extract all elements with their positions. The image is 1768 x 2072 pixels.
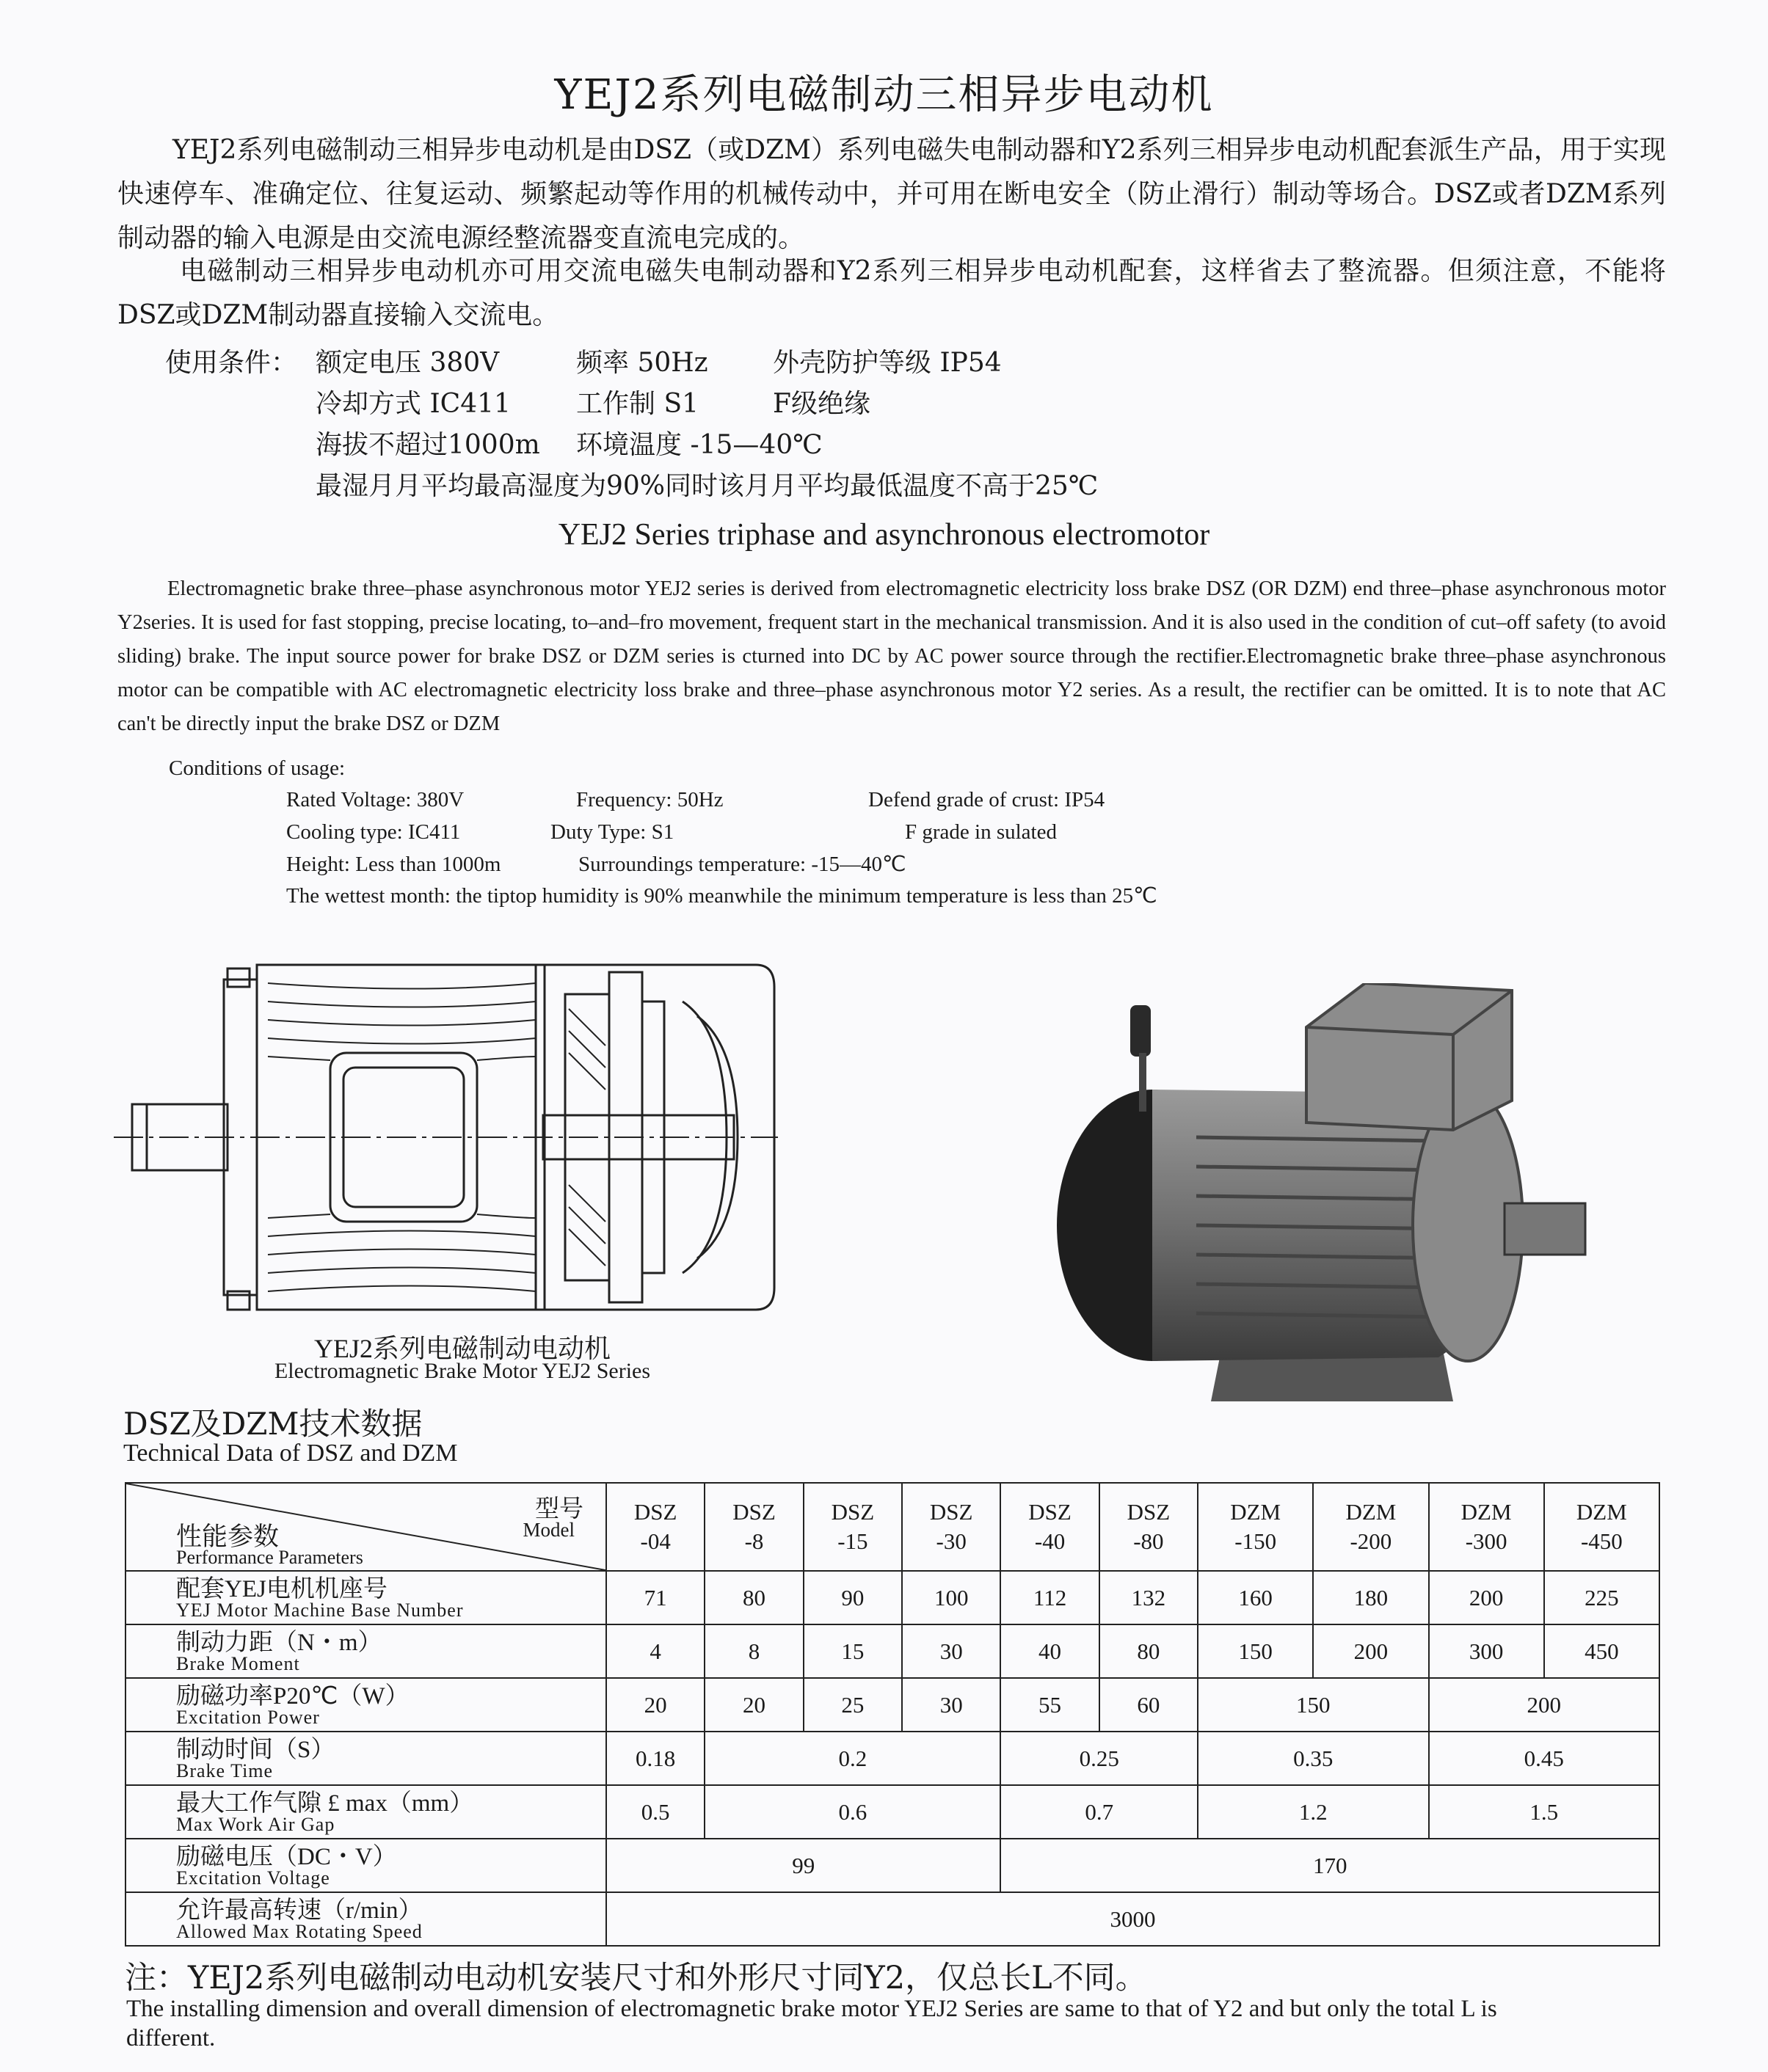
param-name-cn: 制动力距（N・m） — [176, 1629, 382, 1656]
technical-data-table — [125, 1482, 1660, 1947]
value-cell: 200 — [1429, 1571, 1544, 1624]
param-cell — [125, 1839, 606, 1892]
intro-cn-paragraph-1: YEJ2系列电磁制动三相异步电动机是由DSZ（或DZM）系列电磁失电制动器和Y2系列三相异步电动机配套派生产品，用于实现快速停车、准确定位、往复运动、频繁起动等作用的机械传动中，并可用在断电安全（防止滑行）制动等场合。DSZ或者DZM系列制动器的输入电源是由交流电源经整流器变直流电完成的。 — [117, 135, 1666, 253]
param-cell — [125, 1624, 606, 1678]
model-series: DSZ — [929, 1499, 973, 1525]
cond-cn-rated-voltage: 额定电压 380V — [316, 348, 500, 378]
cond-cn-duty: 工作制 S1 — [576, 389, 699, 419]
model-size: -15 — [837, 1528, 868, 1554]
english-title: YEJ2 Series triphase and asynchronous electromotor — [558, 518, 1210, 552]
model-size: -200 — [1350, 1528, 1392, 1554]
cond-en-duty: Duty Type: S1 — [550, 820, 674, 844]
value-cell: 90 — [804, 1571, 902, 1624]
value-cell: 170 — [1000, 1839, 1659, 1892]
model-size: -150 — [1234, 1528, 1277, 1554]
table-title-cn: DSZ及DZM技术数据 — [123, 1406, 423, 1442]
table-row — [125, 1839, 1659, 1892]
value-cell: 71 — [606, 1571, 705, 1624]
value-cell: 20 — [705, 1678, 803, 1732]
table-row — [125, 1892, 1659, 1946]
value-cell: 3000 — [606, 1892, 1659, 1946]
value-cell: 0.2 — [705, 1732, 1000, 1785]
model-header-1 — [705, 1483, 803, 1571]
corner-model-en: Model — [523, 1519, 575, 1541]
intro-cn-paragraph-2: 电磁制动三相异步电动机亦可用交流电磁失电制动器和Y2系列三相异步电动机配套，这样省去了整流器。但须注意，不能将DSZ或DZM制动器直接输入交流电。 — [117, 256, 1666, 330]
value-cell: 300 — [1429, 1624, 1544, 1678]
model-size: -40 — [1034, 1528, 1066, 1554]
model-series: DSZ — [831, 1499, 875, 1525]
value-cell: 99 — [606, 1839, 1000, 1892]
value-cell: 80 — [1099, 1624, 1198, 1678]
figure-caption-cn: YEJ2系列电磁制动电动机 — [314, 1334, 611, 1363]
param-name-en: Brake Moment — [176, 1652, 300, 1674]
cond-en-rated-voltage: Rated Voltage: 380V — [286, 788, 465, 811]
model-size: -04 — [640, 1528, 671, 1554]
model-header-8 — [1429, 1483, 1544, 1571]
value-cell: 180 — [1313, 1571, 1428, 1624]
value-cell: 450 — [1544, 1624, 1659, 1678]
param-name-cn: 允许最高转速（r/min） — [176, 1897, 423, 1924]
model-series: DSZ — [1028, 1499, 1072, 1525]
cond-en-humidity: The wettest month: the tiptop humidity is 90% meanwhile the minimum temperature is less than 25℃ — [286, 884, 1157, 908]
value-cell: 30 — [902, 1678, 1000, 1732]
value-cell: 150 — [1198, 1624, 1313, 1678]
table-title-en: Technical Data of DSZ and DZM — [123, 1440, 458, 1467]
corner-model-cn: 型号 — [535, 1496, 583, 1522]
model-size: -450 — [1580, 1528, 1623, 1554]
param-cell — [125, 1785, 606, 1839]
model-size: -8 — [744, 1528, 764, 1554]
value-cell: 100 — [902, 1571, 1000, 1624]
value-cell: 15 — [804, 1624, 902, 1678]
model-header-0 — [606, 1483, 705, 1571]
model-size: -80 — [1133, 1528, 1164, 1554]
param-name-en: Max Work Air Gap — [176, 1813, 335, 1835]
value-cell: 132 — [1099, 1571, 1198, 1624]
model-size: -300 — [1465, 1528, 1507, 1554]
note-en: The installing dimension and overall dimension of electromagnetic brake motor YEJ2 Series are same to that of Y2 and but only the total L is different. — [126, 1996, 1497, 2051]
model-series: DZM — [1345, 1499, 1397, 1525]
value-cell: 55 — [1000, 1678, 1099, 1732]
param-name-en: Allowed Max Rotating Speed — [176, 1920, 423, 1942]
param-name-cn: 制动时间（S） — [176, 1736, 335, 1763]
value-cell: 8 — [705, 1624, 803, 1678]
value-cell: 0.6 — [705, 1785, 1000, 1839]
figure-caption-en: Electromagnetic Brake Motor YEJ2 Series — [274, 1359, 651, 1383]
value-cell: 225 — [1544, 1571, 1659, 1624]
model-header-4 — [1000, 1483, 1099, 1571]
param-name-cn: 励磁功率P20℃（W） — [176, 1682, 410, 1710]
model-series: DSZ — [732, 1499, 776, 1525]
param-cell — [125, 1892, 606, 1946]
value-cell: 160 — [1198, 1571, 1313, 1624]
motor-cross-section-drawing — [110, 950, 785, 1317]
value-cell: 20 — [606, 1678, 705, 1732]
motor-photo — [1027, 983, 1615, 1416]
table-row — [125, 1571, 1659, 1624]
value-cell: 200 — [1313, 1624, 1428, 1678]
cond-en-ambient: Surroundings temperature: -15—40℃ — [578, 853, 906, 876]
param-name-cn: 励磁电压（DC・V） — [176, 1843, 397, 1870]
table-row — [125, 1732, 1659, 1785]
model-header-2 — [804, 1483, 902, 1571]
param-name-en: Excitation Power — [176, 1706, 320, 1728]
value-cell: 30 — [902, 1624, 1000, 1678]
param-name-cn: 配套YEJ电机机座号 — [176, 1575, 388, 1602]
param-name-en: Brake Time — [176, 1759, 274, 1781]
value-cell: 112 — [1000, 1571, 1099, 1624]
model-size: -30 — [936, 1528, 967, 1554]
model-series: DSZ — [1127, 1499, 1171, 1525]
value-cell: 0.5 — [606, 1785, 705, 1839]
model-series: DSZ — [633, 1499, 677, 1525]
param-name-en: Excitation Voltage — [176, 1867, 330, 1889]
param-name-cn: 最大工作气隙 £ max（mm） — [176, 1790, 474, 1817]
value-cell: 1.5 — [1429, 1785, 1660, 1839]
corner-param-en: Performance Parameters — [176, 1547, 363, 1568]
cond-en-altitude: Height: Less than 1000m — [286, 853, 501, 876]
value-cell: 200 — [1429, 1678, 1660, 1732]
model-header-3 — [902, 1483, 1000, 1571]
cond-cn-cooling: 冷却方式 IC411 — [316, 389, 511, 419]
cond-en-frequency: Frequency: 50Hz — [576, 788, 724, 811]
param-cell — [125, 1678, 606, 1732]
page-title: YEJ2系列电磁制动三相异步电动机 — [554, 71, 1214, 119]
value-cell: 150 — [1198, 1678, 1428, 1732]
value-cell: 0.18 — [606, 1732, 705, 1785]
value-cell: 80 — [705, 1571, 803, 1624]
conditions-cn-label: 使用条件： — [165, 348, 298, 378]
cond-cn-protection: 外壳防护等级 IP54 — [773, 348, 1002, 378]
cond-cn-altitude: 海拔不超过1000m — [316, 430, 540, 460]
cond-en-insulation: F grade in sulated — [905, 820, 1057, 844]
table-corner-cell — [125, 1483, 606, 1571]
note-cn: 注：YEJ2系列电磁制动电动机安装尺寸和外形尺寸同Y2，仅总长L不同。 — [125, 1960, 1147, 1996]
table-row — [125, 1624, 1659, 1678]
model-header-5 — [1099, 1483, 1198, 1571]
table-row — [125, 1678, 1659, 1732]
model-header-7 — [1313, 1483, 1428, 1571]
cond-en-cooling: Cooling type: IC411 — [286, 820, 461, 844]
param-cell — [125, 1732, 606, 1785]
value-cell: 1.2 — [1198, 1785, 1428, 1839]
model-header-6 — [1198, 1483, 1313, 1571]
value-cell: 0.25 — [1000, 1732, 1198, 1785]
value-cell: 60 — [1099, 1678, 1198, 1732]
value-cell: 0.35 — [1198, 1732, 1428, 1785]
model-series: DZM — [1460, 1499, 1512, 1525]
model-series: DZM — [1230, 1499, 1281, 1525]
model-header-9 — [1544, 1483, 1659, 1571]
value-cell: 25 — [804, 1678, 902, 1732]
value-cell: 4 — [606, 1624, 705, 1678]
param-cell — [125, 1571, 606, 1624]
intro-en-paragraph: Electromagnetic brake three–phase asynchronous motor YEJ2 series is derived from electromagnetic electricity loss brake DSZ (OR DZM) end three–phase asynchronous motor Y2series. It is used for fast stopping, precise locating, to–and–fro movement, frequent start in the mechanical transmission. And it is also used in the condition of cut–off safety (to avoid sliding) brake. The input source power for brake DSZ or DZM series is cturned into DC by AC power source through the rectifier.Electromagnetic brake three–phase asynchronous motor can be compatible with AC electromagnetic electricity loss brake and three–phase asynchronous motor Y2 series. As a result, the rectifier can be omitted. It is to note that AC can't be directly input the brake DSZ or DZM — [117, 577, 1666, 735]
cond-cn-humidity: 最湿月月平均最高湿度为90%同时该月月平均最低温度不高于25℃ — [316, 471, 1099, 501]
table-row — [125, 1785, 1659, 1839]
value-cell: 0.7 — [1000, 1785, 1198, 1839]
cond-cn-insulation: F级绝缘 — [773, 389, 870, 419]
corner-param-cn: 性能参数 — [176, 1522, 280, 1551]
cond-cn-frequency: 频率 50Hz — [576, 348, 708, 378]
value-cell: 0.45 — [1429, 1732, 1660, 1785]
cond-cn-ambient: 环境温度 -15—40℃ — [576, 430, 823, 460]
cond-en-protection: Defend grade of crust: IP54 — [868, 788, 1105, 811]
table-header-row — [125, 1483, 1659, 1571]
model-series: DZM — [1576, 1499, 1627, 1525]
value-cell: 40 — [1000, 1624, 1099, 1678]
conditions-en-label: Conditions of usage: — [169, 756, 346, 780]
param-name-en: YEJ Motor Machine Base Number — [176, 1599, 464, 1621]
